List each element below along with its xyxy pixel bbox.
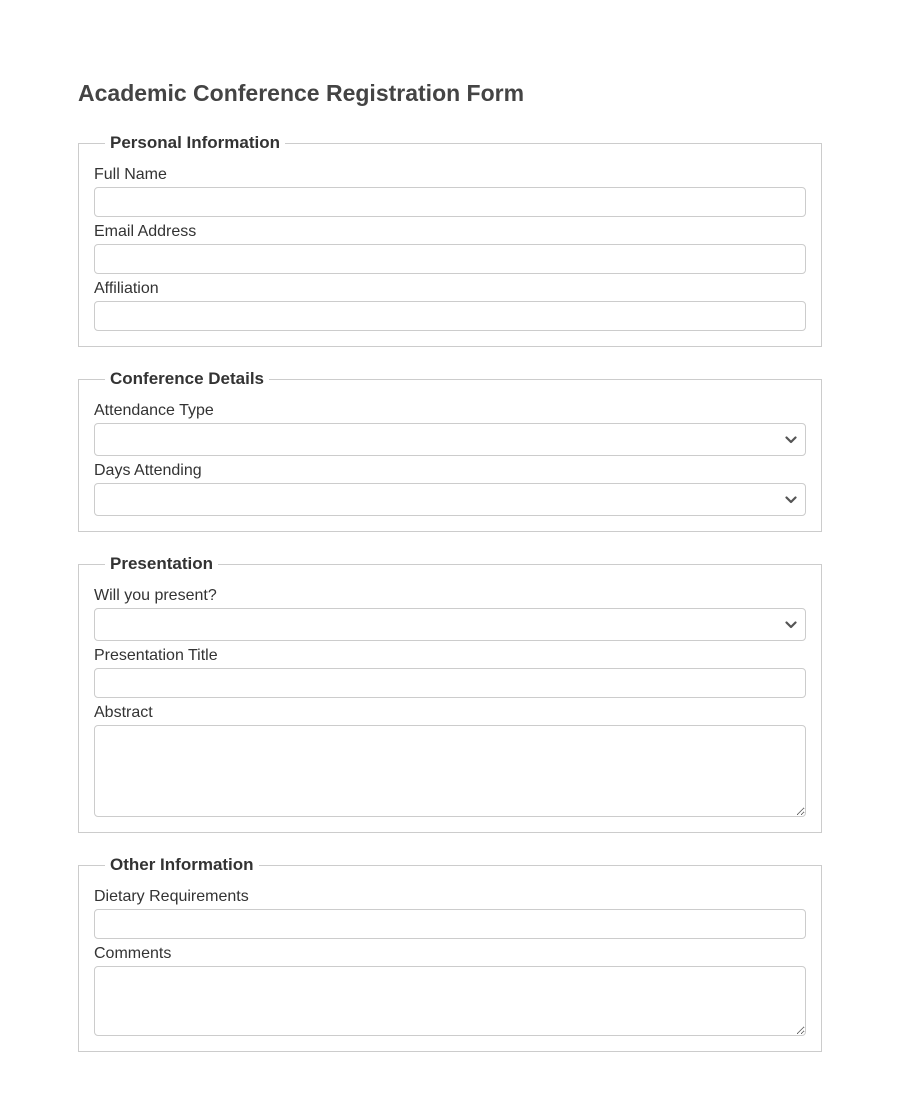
section-personal-information [78,133,822,347]
will-you-present-select-wrap [94,608,806,641]
days-attending-select-wrap [94,483,806,516]
attendance-type-select-wrap [94,423,806,456]
days-attending-label: Days Attending [94,462,202,479]
dietary-requirements-input[interactable] [94,909,806,939]
email-address-input[interactable] [94,244,806,274]
section-legend-personal-information: Personal Information [110,133,281,152]
section-conference-details [78,369,822,532]
email-address-label: Email Address [94,223,197,240]
registration-form [78,133,822,1052]
section-legend-other-information: Other Information [110,855,254,874]
abstract-label: Abstract [94,704,153,721]
section-legend-presentation: Presentation [110,554,213,573]
section-legend-conference-details: Conference Details [110,369,264,388]
presentation-title-input[interactable] [94,668,806,698]
will-you-present-label: Will you present? [94,587,217,604]
full-name-label: Full Name [94,166,167,183]
page-title: Academic Conference Registration Form [78,80,525,106]
presentation-title-label: Presentation Title [94,647,218,664]
comments-textarea[interactable] [94,966,806,1036]
section-presentation [78,554,822,833]
will-you-present-select[interactable] [94,608,806,641]
dietary-requirements-label: Dietary Requirements [94,888,249,905]
abstract-textarea[interactable] [94,725,806,817]
affiliation-input[interactable] [94,301,806,331]
comments-label: Comments [94,945,172,962]
section-other-information [78,855,822,1052]
affiliation-label: Affiliation [94,280,159,297]
attendance-type-label: Attendance Type [94,402,214,419]
attendance-type-select[interactable] [94,423,806,456]
full-name-input[interactable] [94,187,806,217]
days-attending-select[interactable] [94,483,806,516]
